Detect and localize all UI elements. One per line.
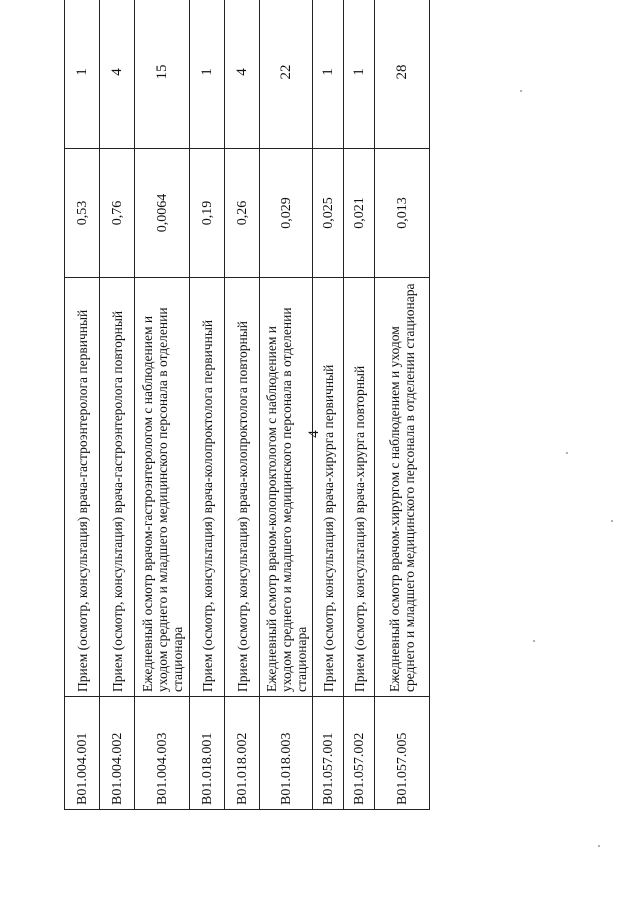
table-row xyxy=(375,0,430,810)
average-quantity: 1 xyxy=(313,0,344,149)
table-row xyxy=(313,0,344,810)
service-name: Прием (осмотр, консультация) врача-колопроктолога первичный xyxy=(190,278,225,697)
service-code: B01.018.001 xyxy=(190,697,225,810)
service-code: B01.018.003 xyxy=(260,697,313,810)
average-quantity: 15 xyxy=(135,0,190,149)
table-row xyxy=(225,0,260,810)
service-code: B01.057.002 xyxy=(344,697,375,810)
service-name: Ежедневный осмотр врачом-колопроктологом с наблюдением и уходом среднего и младшего медицинского персонала в отделении стационара xyxy=(260,278,313,697)
table-row xyxy=(65,0,100,810)
scan-speck xyxy=(520,90,522,92)
service-name: Прием (осмотр, консультация) врача-хирурга первичный xyxy=(313,278,344,697)
service-name: Ежедневный осмотр врачом-хирургом с наблюдением и уходом среднего и младшего медицинского персонала в отделении стационара xyxy=(375,278,430,697)
scan-speck xyxy=(533,640,535,642)
services-table-rotated xyxy=(64,32,429,810)
service-name: Прием (осмотр, консультация) врача-хирурга повторный xyxy=(344,278,375,697)
average-quantity: 1 xyxy=(65,0,100,149)
scan-speck xyxy=(611,520,613,522)
frequency-coefficient: 0,0064 xyxy=(135,149,190,278)
frequency-coefficient: 0,021 xyxy=(344,149,375,278)
frequency-coefficient: 0,26 xyxy=(225,149,260,278)
service-code: B01.004.001 xyxy=(65,697,100,810)
service-code: B01.057.005 xyxy=(375,697,430,810)
service-code: B01.004.003 xyxy=(135,697,190,810)
service-name: Ежедневный осмотр врачом-гастроэнтерологом с наблюдением и уходом среднего и младшего медицинского персонала в отделении стационара xyxy=(135,278,190,697)
table-row xyxy=(344,0,375,810)
frequency-coefficient: 0,19 xyxy=(190,149,225,278)
table-row xyxy=(190,0,225,810)
service-name: Прием (осмотр, консультация) врача-колопроктолога повторный xyxy=(225,278,260,697)
frequency-coefficient: 0,53 xyxy=(65,149,100,278)
average-quantity: 4 xyxy=(225,0,260,149)
scan-speck xyxy=(566,452,568,454)
average-quantity: 1 xyxy=(190,0,225,149)
service-code: B01.004.002 xyxy=(100,697,135,810)
service-name: Прием (осмотр, консультация) врача-гастроэнтеролога повторный xyxy=(100,278,135,697)
frequency-coefficient: 0,013 xyxy=(375,149,430,278)
scan-speck xyxy=(598,845,600,847)
service-code: B01.018.002 xyxy=(225,697,260,810)
average-quantity: 1 xyxy=(344,0,375,149)
average-quantity: 22 xyxy=(260,0,313,149)
average-quantity: 28 xyxy=(375,0,430,149)
page-number: 4 xyxy=(306,430,322,438)
service-code: B01.057.001 xyxy=(313,697,344,810)
average-quantity: 4 xyxy=(100,0,135,149)
frequency-coefficient: 0,025 xyxy=(313,149,344,278)
services-table xyxy=(64,0,430,810)
frequency-coefficient: 0,76 xyxy=(100,149,135,278)
table-row xyxy=(135,0,190,810)
table-row xyxy=(260,0,313,810)
service-name: Прием (осмотр, консультация) врача-гастроэнтеролога первичный xyxy=(65,278,100,697)
table-row xyxy=(100,0,135,810)
frequency-coefficient: 0,029 xyxy=(260,149,313,278)
